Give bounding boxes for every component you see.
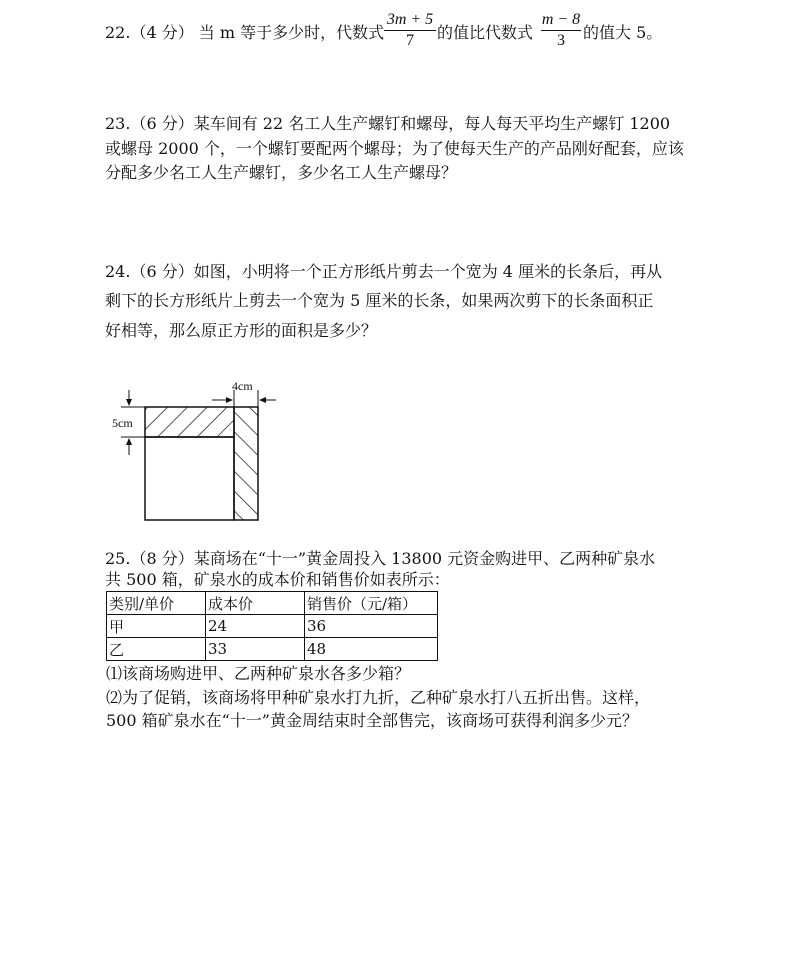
- q24-line-3: 好相等，那么原正方形的面积是多少？: [105, 321, 378, 340]
- price-table: [106, 591, 438, 661]
- q25-line-1: 25.（8 分）某商场在“十一”黄金周投入 13800 元资金购进甲、乙两种矿泉水: [105, 549, 656, 568]
- table-header-cell: 类别/单价: [107, 592, 206, 615]
- q23-line-1: 23.（6 分）某车间有 22 名工人生产螺钉和螺母，每人每天平均生产螺钉 1200: [105, 114, 671, 133]
- q25-sub-question-3: 500 箱矿泉水在“十一”黄金周结束时全部售完，该商场可获得利润多少元？: [106, 711, 638, 730]
- q25-sub-question-1: ⑴该商场购进甲、乙两种矿泉水各多少箱？: [106, 664, 411, 683]
- table-row: [107, 615, 438, 638]
- arrow-head-icon: [259, 397, 266, 403]
- table-cell: 48: [305, 638, 438, 661]
- table-cell: 乙: [107, 638, 206, 661]
- figure-label-4cm: 4cm: [232, 379, 253, 393]
- q23-line-3: 分配多少名工人生产螺钉，多少名工人生产螺母？: [105, 163, 458, 182]
- q22-fraction-1-numerator: 3m + 5: [386, 11, 434, 28]
- vertical-strip: [234, 407, 258, 520]
- q22-fraction-1-denominator: 7: [406, 32, 414, 49]
- table-cell: 33: [206, 638, 305, 661]
- q25-sub-question-2: ⑵为了促销，该商场将甲种矿泉水打九折，乙种矿泉水打八五折出售。这样，: [106, 688, 651, 707]
- remaining-square: [145, 437, 234, 520]
- table-header-cell: 销售价（元/箱）: [305, 592, 438, 615]
- table-header-cell: 成本价: [206, 592, 305, 615]
- q22-prefix: 22.（4 分） 当 m 等于多少时，代数式: [105, 23, 385, 42]
- q25-line-2: 共 500 箱，矿泉水的成本价和销售价如表所示：: [105, 570, 450, 589]
- horizontal-strip: [145, 407, 234, 437]
- q22-middle: 的值比代数式: [437, 23, 534, 42]
- arrow-head-icon: [126, 438, 132, 445]
- arrow-head-icon: [226, 397, 233, 403]
- q24-line-1: 24.（6 分）如图，小明将一个正方形纸片剪去一个宽为 4 厘米的长条后，再从: [105, 262, 663, 281]
- q22-fraction-2-numerator: m − 8: [541, 11, 581, 28]
- table-cell: 甲: [107, 615, 206, 638]
- table-row: [107, 638, 438, 661]
- q24-line-2: 剩下的长方形纸片上剪去一个宽为 5 厘米的长条，如果两次剪下的长条面积正: [105, 291, 654, 310]
- table-cell: 36: [305, 615, 438, 638]
- table-header-row: [107, 592, 438, 615]
- q23-line-2: 或螺母 2000 个，一个螺钉要配两个螺母；为了使每天生产的产品刚好配套，应该: [105, 139, 684, 158]
- q22-suffix: 的值大 5。: [583, 23, 663, 42]
- figure-label-5cm: 5cm: [112, 416, 133, 430]
- arrow-head-icon: [126, 399, 132, 406]
- q22-fraction-2-denominator: 3: [557, 32, 565, 49]
- table-cell: 24: [206, 615, 305, 638]
